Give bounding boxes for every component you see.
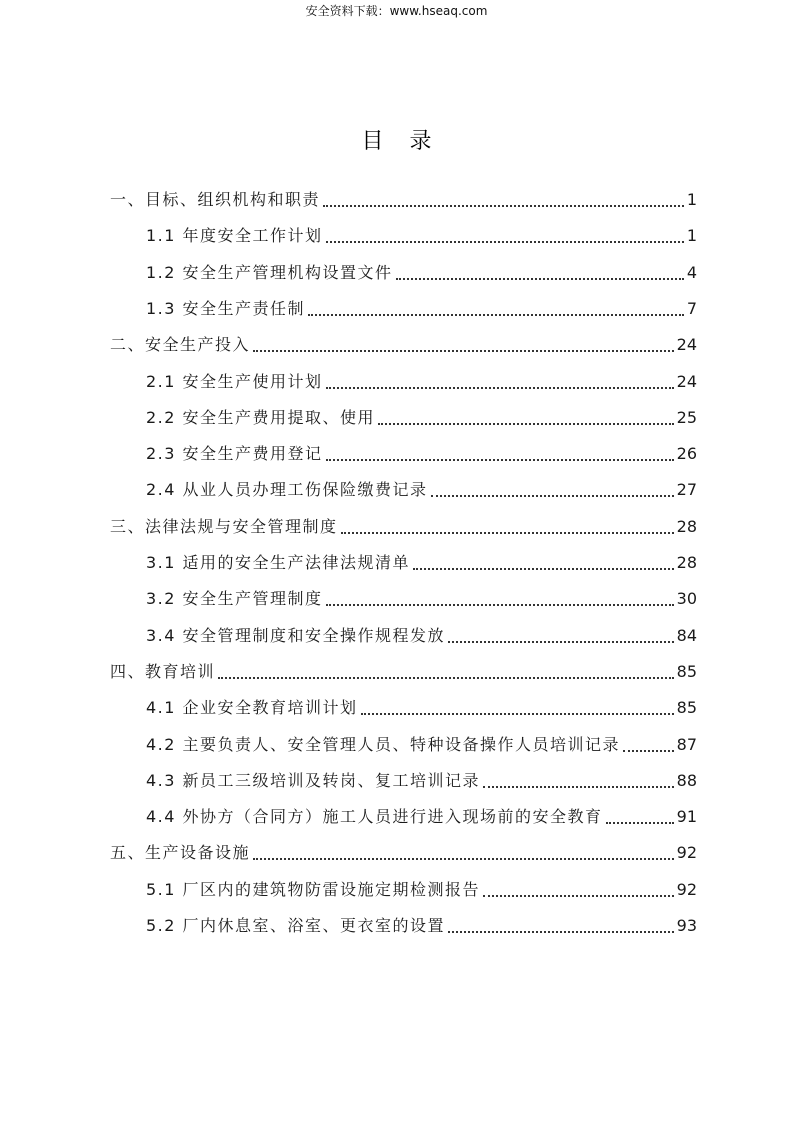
toc-page-number: 84: [676, 625, 697, 645]
toc-entry-label: 2.1 安全生产使用计划: [146, 371, 323, 391]
toc-chapter-entry[interactable]: [110, 515, 697, 539]
toc-entry-label: 5.2 厂内休息室、浴室、更衣室的设置: [146, 916, 446, 935]
toc-dot-leader: [483, 785, 674, 788]
toc-page-number: 1: [686, 190, 697, 209]
toc-entry-label: 3.1 适用的安全生产法律法规清单: [146, 553, 411, 572]
toc-entry-label: 三、法律法规与安全管理制度: [110, 516, 338, 536]
toc-entry-label: 5.1 厂区内的建筑物防雷设施定期检测报告: [146, 879, 481, 899]
toc-section-entry[interactable]: [146, 696, 697, 720]
toc-entry-label: 4.3 新员工三级培训及转岗、复工培训记录: [146, 770, 481, 790]
toc-dot-leader: [361, 712, 674, 715]
toc-entry-label: 4.1 企业安全教育培训计划: [146, 698, 358, 718]
toc-page-number: 4: [686, 262, 697, 282]
toc-section-entry[interactable]: [146, 624, 697, 648]
toc-page-number: 92: [676, 843, 697, 863]
toc-entry-label: 2.3 安全生产费用登记: [146, 444, 323, 464]
toc-dot-leader: [413, 567, 674, 570]
toc-entry-label: 1.3 安全生产责任制: [146, 298, 306, 318]
toc-dot-leader: [483, 894, 674, 897]
toc-dot-leader: [341, 531, 674, 534]
toc-dot-leader: [253, 857, 674, 860]
toc-page-number: 85: [676, 698, 697, 718]
toc-entry-label: 1.2 安全生产管理机构设置文件: [146, 262, 393, 282]
toc-dot-leader: [448, 640, 674, 643]
toc-entry-label: 一、目标、组织机构和职责: [110, 190, 321, 209]
toc-dot-leader: [326, 458, 674, 461]
toc-section-entry[interactable]: [146, 769, 697, 793]
toc-dot-leader: [253, 349, 674, 352]
toc-dot-leader: [378, 422, 674, 425]
toc-page-number: 26: [676, 444, 697, 464]
toc-page-number: 30: [676, 589, 697, 609]
toc-section-entry[interactable]: [146, 297, 697, 321]
toc-dot-leader: [326, 240, 684, 243]
toc-dot-leader: [218, 676, 674, 679]
toc-page-number: 92: [676, 879, 697, 899]
toc-section-entry[interactable]: [146, 587, 697, 611]
toc-page-number: 88: [676, 770, 697, 790]
toc-page-number: 27: [676, 480, 697, 500]
toc-section-entry[interactable]: [146, 442, 697, 466]
toc-page-number: 93: [676, 916, 697, 935]
toc-entry-label: 五、生产设备设施: [110, 843, 251, 863]
toc-page-number: 85: [676, 661, 697, 681]
toc-section-entry[interactable]: [146, 478, 697, 502]
toc-dot-leader: [308, 313, 684, 316]
toc-title: 目录: [361, 129, 458, 154]
toc-entry-label: 4.2 主要负责人、安全管理人员、特种设备操作人员培训记录: [146, 734, 621, 754]
toc-section-entry[interactable]: [146, 551, 697, 575]
toc-dot-leader: [606, 821, 674, 824]
toc-chapter-entry[interactable]: [110, 333, 697, 357]
toc-page-number: 1: [686, 226, 697, 246]
toc-dot-leader: [396, 277, 684, 280]
toc-chapter-entry[interactable]: [110, 660, 697, 684]
toc-dot-leader: [326, 386, 674, 389]
toc-page-number: 25: [676, 407, 697, 427]
toc-entry-label: 3.2 安全生产管理制度: [146, 589, 323, 609]
toc-entry-label: 2.2 安全生产费用提取、使用: [146, 407, 376, 427]
page-header: 安全资料下载：www.hseaq.com: [305, 4, 488, 18]
toc-dot-leader: [623, 749, 674, 752]
toc-page-number: 24: [676, 335, 697, 355]
toc-page-number: 28: [676, 553, 697, 572]
toc-page-number: 24: [676, 371, 697, 391]
toc-entry-label: 1.1 年度安全工作计划: [146, 226, 323, 246]
toc-dot-leader: [323, 204, 684, 207]
toc-page-number: 28: [676, 516, 697, 536]
toc-entry-label: 二、安全生产投入: [110, 335, 251, 355]
toc-section-entry[interactable]: [146, 805, 697, 829]
toc-entry-label: 4.4 外协方（合同方）施工人员进行进入现场前的安全教育: [146, 807, 603, 827]
toc-section-entry[interactable]: [146, 406, 697, 430]
toc-chapter-entry[interactable]: [110, 841, 697, 865]
toc-dot-leader: [326, 603, 674, 606]
toc-page-number: 87: [676, 734, 697, 754]
toc-dot-leader: [431, 494, 674, 497]
toc-entry-label: 3.4 安全管理制度和安全操作规程发放: [146, 625, 446, 645]
toc-chapter-entry[interactable]: [110, 188, 697, 212]
toc-section-entry[interactable]: [146, 261, 697, 285]
toc-section-entry[interactable]: [146, 224, 697, 248]
toc-page-number: 7: [686, 298, 697, 318]
toc-section-entry[interactable]: [146, 914, 697, 938]
toc-entry-label: 2.4 从业人员办理工伤保险缴费记录: [146, 480, 428, 500]
toc-page-number: 91: [676, 807, 697, 827]
toc-section-entry[interactable]: [146, 370, 697, 394]
toc-section-entry[interactable]: [146, 733, 697, 757]
toc-section-entry[interactable]: [146, 878, 697, 902]
toc-entry-label: 四、教育培训: [110, 661, 216, 681]
toc-dot-leader: [448, 930, 674, 933]
